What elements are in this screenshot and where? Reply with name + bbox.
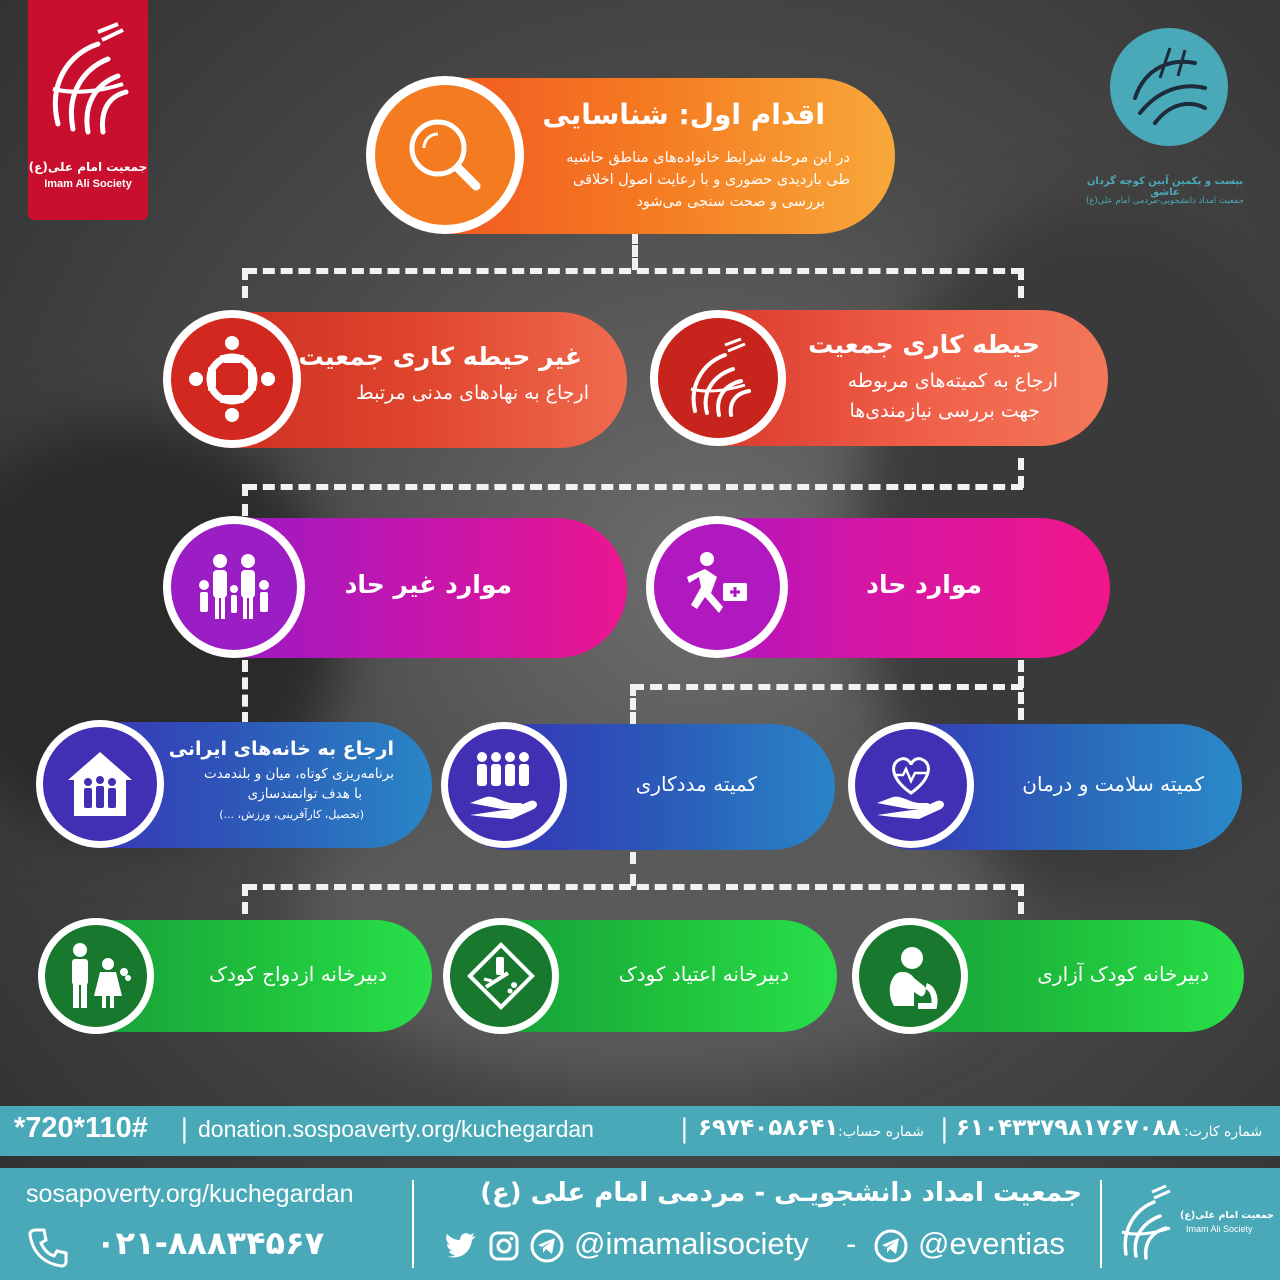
child-marriage-icon-circle — [38, 918, 154, 1034]
scope-out-title: غیر حیطه کاری جمعیت — [298, 342, 582, 371]
society-logo-card — [28, 0, 148, 220]
connector — [1018, 884, 1024, 914]
event-logo-line1: بیست و یکمین آیین کوچه گردان عاشق — [1086, 176, 1244, 198]
step1-title: اقدام اول: شناسایی — [542, 98, 825, 131]
child-addiction-icon-circle — [443, 918, 559, 1034]
footer-phone[interactable]: ۰۲۱-۸۸۸۳۴۵۶۷ — [96, 1224, 325, 1262]
connector — [630, 684, 636, 724]
telegram-icon[interactable] — [874, 1229, 908, 1263]
connector — [245, 268, 1023, 274]
footer-logo-en: Imam Ali Society — [1186, 1224, 1253, 1234]
child-abuse-icon-circle — [852, 918, 968, 1034]
scope-in-line2: جهت بررسی نیازمندی‌ها — [849, 400, 1040, 422]
ussd-code[interactable]: *720*110# — [14, 1112, 148, 1144]
connector — [632, 684, 1023, 690]
instagram-icon[interactable] — [488, 1230, 520, 1262]
scope-out-line1: ارجاع به نهادهای مدنی مرتبط — [356, 382, 589, 404]
event-logo-circle — [1110, 28, 1228, 146]
health-icon-circle — [848, 722, 974, 848]
society-logo-icon — [673, 333, 763, 423]
health-title: کمیته سلامت و درمان — [1022, 772, 1204, 796]
donation-bar — [0, 1106, 1280, 1156]
society-logo-icon — [28, 14, 148, 164]
step1-desc3: بررسی و صحت سنجی می‌شود — [636, 194, 825, 210]
footer-site[interactable]: sosapoverty.org/kuchegardan — [26, 1180, 354, 1208]
acute-icon-circle — [646, 516, 788, 658]
aid-title: کمیته مددکاری — [635, 772, 757, 796]
heart-hand-icon — [871, 745, 951, 825]
iranian-title: ارجاع به خانه‌های ایرانی — [168, 738, 394, 760]
telegram-icon[interactable] — [530, 1229, 564, 1263]
aid-icon-circle — [441, 722, 567, 848]
acute-title: موارد حاد — [866, 570, 982, 599]
scope-in-icon-circle — [650, 310, 786, 446]
society-logo-icon — [1112, 1182, 1182, 1262]
iranian-line3: (تحصیل، کارآفرینی، ورزش، ...) — [219, 808, 364, 821]
child-abuse-title: دبیرخانه کودک آزاری — [1037, 962, 1209, 986]
connector — [630, 852, 636, 886]
addiction-sign-icon — [462, 937, 540, 1015]
account-number: ۶۹۷۴۰۵۸۶۴۱ — [698, 1115, 839, 1141]
scope-out-icon-circle — [163, 310, 301, 448]
child-addiction-title: دبیرخانه اعتیاد کودک — [618, 962, 789, 986]
event-logo-line2: جمعیت امداد دانشجویی-مردمی امام علی(ع) — [1085, 196, 1245, 206]
footer-logo-fa: جمعیت امام علی(ع) — [1180, 1210, 1274, 1221]
iranian-icon-circle — [36, 720, 164, 848]
connector — [242, 884, 248, 914]
child-marriage-title: دبیرخانه ازدواج کودک — [209, 962, 387, 986]
scope-in-title: حیطه کاری جمعیت — [808, 330, 1040, 359]
card-label: شماره کارت: — [1184, 1124, 1263, 1140]
footer-handle-dash: - — [846, 1226, 857, 1261]
separator: | — [180, 1114, 189, 1144]
footer-handle-society[interactable]: @imamalisociety — [574, 1226, 809, 1261]
separator: | — [940, 1114, 949, 1144]
footer-org: جمعیت امداد دانشجویـی - مردمی امام علی (ع) — [480, 1178, 1082, 1208]
connector — [245, 884, 1023, 890]
phone-icon — [26, 1224, 70, 1268]
non-acute-icon-circle — [163, 516, 305, 658]
logo-en: Imam Ali Society — [44, 178, 132, 190]
iranian-line2: با هدف توانمندسازی — [247, 786, 362, 802]
connector — [632, 232, 638, 270]
twitter-icon[interactable] — [444, 1232, 478, 1262]
non-acute-title: موارد غیر حاد — [344, 570, 512, 599]
connector — [242, 268, 248, 298]
house-family-icon — [60, 744, 140, 824]
emergency-run-icon — [677, 547, 757, 627]
helping-hands-icon — [464, 745, 544, 825]
step1-desc2: طی بازدیدی حضوری و با رعایت اصول اخلاقی — [572, 172, 850, 188]
step1-desc1: در این مرحله شرایط خانواده‌های مناطق حاشیه — [566, 150, 850, 166]
child-abuse-icon — [874, 940, 946, 1012]
event-logo — [1085, 28, 1250, 218]
logo-fa: جمعیت امام علی(ع) — [28, 160, 148, 174]
footer-divider — [1100, 1180, 1102, 1268]
connector — [1018, 268, 1024, 298]
scope-in-line1: ارجاع به کمیته‌های مربوطه — [847, 370, 1058, 392]
donation-url[interactable]: donation.sospoaverty.org/kuchegardan — [198, 1116, 594, 1142]
calligraphy-icon — [1110, 28, 1228, 146]
card-number: ۶۱۰۴۳۳۷۹۸۱۷۶۷۰۸۸ — [956, 1115, 1181, 1141]
footer — [0, 1168, 1280, 1280]
search-icon — [400, 110, 490, 200]
iranian-line1: برنامه‌ریزی کوتاه، میان و بلندمدت — [204, 766, 394, 782]
connector — [242, 660, 248, 724]
footer-divider — [412, 1180, 414, 1268]
step1-icon-circle — [366, 76, 524, 234]
separator: | — [680, 1114, 689, 1144]
footer-handle-eventias[interactable]: @eventias — [918, 1226, 1065, 1261]
connector — [245, 484, 1023, 490]
child-marriage-icon — [56, 936, 136, 1016]
people-circle-icon — [184, 331, 280, 427]
account-label: شماره حساب: — [838, 1124, 924, 1140]
connector — [242, 484, 248, 516]
connector — [1018, 660, 1024, 720]
family-icon — [192, 545, 276, 629]
